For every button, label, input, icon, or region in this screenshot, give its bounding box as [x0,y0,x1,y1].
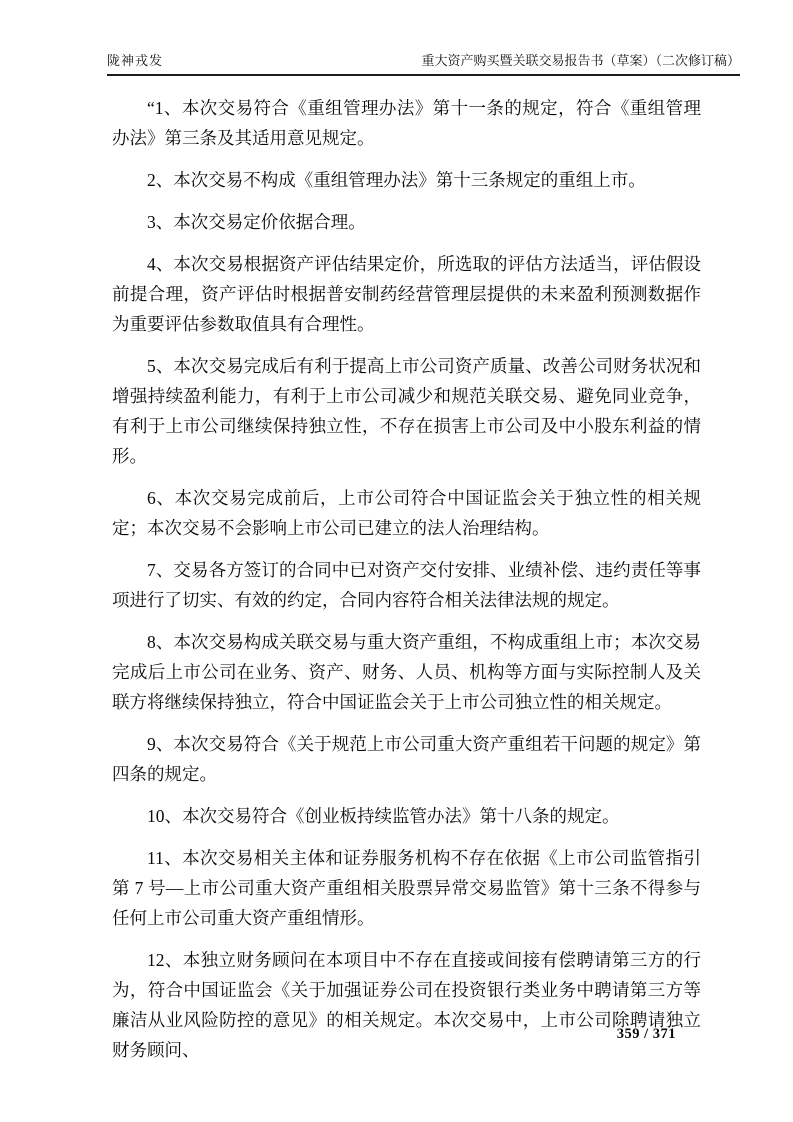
page-header [107,52,740,76]
header-company-name: 陇神戎发 [107,53,164,68]
body-paragraph-11: 11、本次交易相关主体和证券服务机构不存在依据《上市公司监管指引第 7 号—上市公司重大资产重组相关股票异常交易监管》第十三条不得参与任何上市公司重大资产重组情形。 [112,848,701,928]
header-document-title: 重大资产购买暨关联交易报告书（草案）（二次修订稿） [421,53,740,68]
body-paragraph-3: 3、本次交易定价依据合理。 [147,212,366,232]
page-number: 359 / 371 [616,1026,676,1042]
body-paragraph-2: 2、本次交易不构成《重组管理办法》第十三条规定的重组上市。 [147,170,646,190]
body-paragraph-1: “1、本次交易符合《重组管理办法》第十一条的规定，符合《重组管理办法》第三条及其适用意见规定。 [112,98,701,148]
body-paragraph-8: 8、本次交易构成关联交易与重大资产重组，不构成重组上市；本次交易完成后上市公司在业务、资产、财务、人员、机构等方面与实际控制人及关联方将继续保持独立，符合中国证监会关于上市公司独立性的相关规定。 [112,632,701,712]
body-paragraph-12: 12、本独立财务顾问在本项目中不存在直接或间接有偿聘请第三方的行为，符合中国证监会《关于加强证券公司在投资银行类业务中聘请第三方等廉洁从业风险防控的意见》的相关规定。本次交易中，上市公司除聘请独立财务顾问、 [112,950,701,1060]
body-paragraph-7: 7、交易各方签订的合同中已对资产交付安排、业绩补偿、违约责任等事项进行了切实、有效的约定，合同内容符合相关法律法规的规定。 [112,560,701,610]
body-paragraph-10: 10、本次交易符合《创业板持续监管办法》第十八条的规定。 [147,806,620,826]
body-paragraph-5: 5、本次交易完成后有利于提高上市公司资产质量、改善公司财务状况和增强持续盈利能力，有利于上市公司减少和规范关联交易、避免同业竞争，有利于上市公司继续保持独立性，不存在损害上市公司及中小股东利益的情形。 [112,356,701,466]
body-paragraph-9: 9、本次交易符合《关于规范上市公司重大资产重组若干问题的规定》第四条的规定。 [112,734,701,784]
document-body [112,93,701,1065]
body-paragraph-6: 6、本次交易完成前后，上市公司符合中国证监会关于独立性的相关规定；本次交易不会影响上市公司已建立的法人治理结构。 [112,488,701,538]
body-paragraph-4: 4、本次交易根据资产评估结果定价，所选取的评估方法适当，评估假设前提合理，资产评估时根据普安制药经营管理层提供的未来盈利预测数据作为重要评估参数取值具有合理性。 [112,254,701,334]
